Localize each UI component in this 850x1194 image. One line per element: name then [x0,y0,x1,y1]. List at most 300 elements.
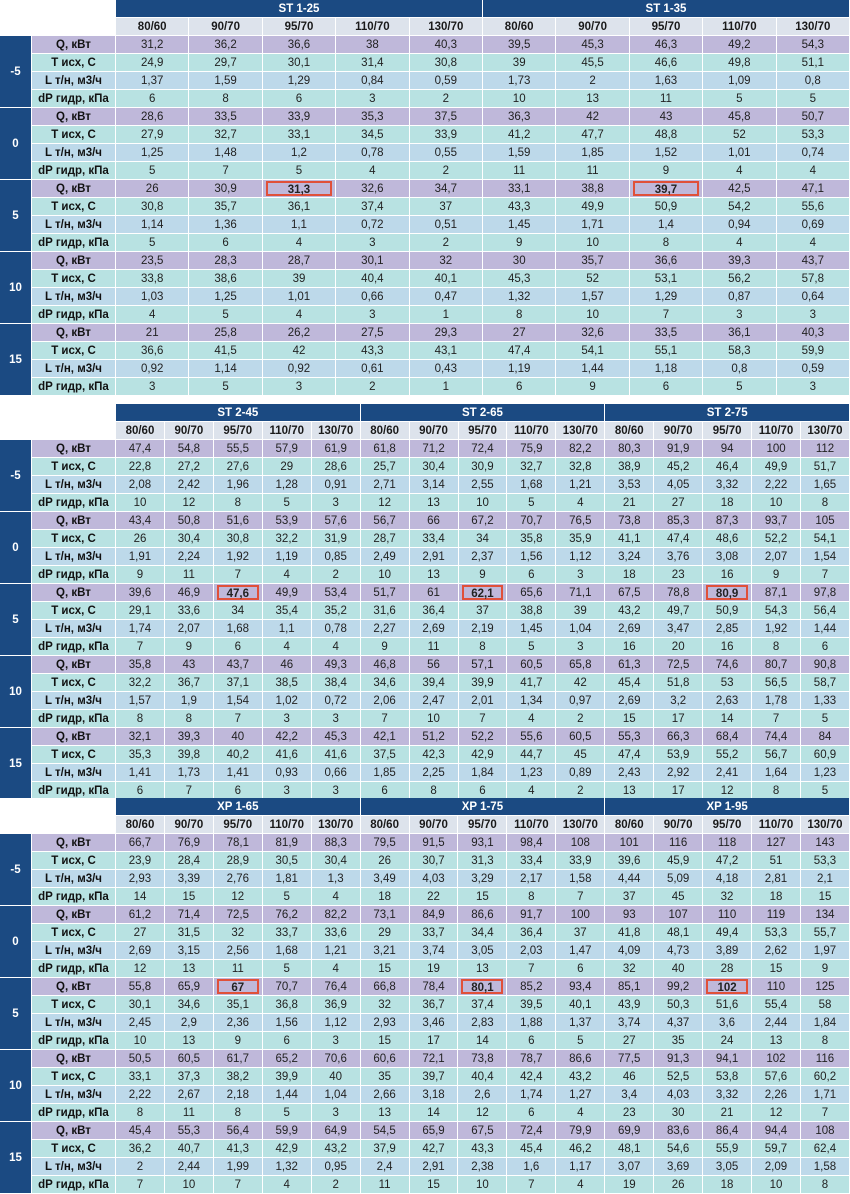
value-cell: 1,44 [263,1086,312,1104]
value-cell: 1,57 [556,288,629,306]
value-cell: 30,4 [165,530,214,548]
value-cell: 43,2 [556,1068,605,1086]
value-cell: 45,4 [116,1122,165,1140]
regime-column-header: 110/70 [752,816,801,834]
value-cell: 81,9 [263,834,312,852]
row-label: L т/н, м3/ч [32,1086,116,1104]
value-cell: 93 [605,906,654,924]
value-cell: 55,9 [703,1140,752,1158]
value-cell: 1,12 [312,1014,361,1032]
row-label: L т/н, м3/ч [32,1158,116,1176]
value-cell: 37 [459,602,508,620]
value-cell: 7 [189,162,262,180]
value-cell: 17 [654,782,703,800]
value-cell: 32,6 [336,180,409,198]
value-cell: 6 [556,960,605,978]
value-cell: 10 [116,494,165,512]
value-cell: 0,91 [312,476,361,494]
row-label: T исх, C [32,198,116,216]
value-cell: 18 [703,494,752,512]
value-cell: 0,78 [312,620,361,638]
value-cell: 4,09 [605,942,654,960]
value-cell: 5 [263,1104,312,1122]
value-cell: 57,6 [312,512,361,530]
value-cell: 43 [630,108,703,126]
value-cell: 5 [263,494,312,512]
value-cell: 75,9 [507,440,556,458]
row-label: L т/н, м3/ч [32,764,116,782]
value-cell: 2,4 [361,1158,410,1176]
value-cell: 5 [703,378,776,396]
value-cell: 35,1 [214,996,263,1014]
value-cell: 33,4 [410,530,459,548]
value-cell: 61,2 [116,906,165,924]
row-label: L т/н, м3/ч [32,870,116,888]
value-cell: 54,1 [801,530,850,548]
regime-header-row [0,816,850,834]
value-cell: 1,12 [556,548,605,566]
row-label: T исх, C [32,674,116,692]
row-label: Q, кВт [32,108,116,126]
value-cell: 1,41 [116,764,165,782]
regime-column-header: 130/70 [410,18,483,36]
value-cell: 51 [752,852,801,870]
value-cell: 143 [801,834,850,852]
value-cell: 36,9 [312,996,361,1014]
value-cell: 13 [165,1032,214,1050]
value-cell: 0,92 [263,360,336,378]
value-cell: 32 [410,252,483,270]
value-cell: 39,3 [703,252,776,270]
value-cell: 40,1 [410,270,483,288]
value-cell: 60,5 [507,656,556,674]
value-cell: 100 [752,440,801,458]
row-label: dP гидр, кПа [32,566,116,584]
value-cell: 2 [556,72,629,90]
value-cell: 3,69 [654,1158,703,1176]
value-cell: 33,6 [165,602,214,620]
regime-column-header: 90/70 [165,816,214,834]
value-cell: 0,66 [336,288,409,306]
value-cell: 2,27 [361,620,410,638]
value-cell: 7 [801,566,850,584]
row-label: L т/н, м3/ч [32,72,116,90]
value-cell: 73,8 [458,1050,507,1068]
value-cell: 28,7 [263,252,336,270]
value-cell: 38,2 [214,1068,263,1086]
value-cell: 26 [116,180,189,198]
value-cell: 1,54 [214,692,263,710]
value-cell: 85,2 [507,978,556,996]
value-cell: 8 [116,710,165,728]
flow-row [0,692,850,710]
value-cell: 76,9 [165,834,214,852]
value-cell: 36,2 [189,36,262,54]
value-cell: 40,3 [410,36,483,54]
value-cell: 35 [654,1032,703,1050]
value-cell: 2,43 [605,764,654,782]
value-cell: 76,4 [312,978,361,996]
value-cell: 83,6 [654,1122,703,1140]
value-cell: 42 [556,108,629,126]
value-cell: 1,85 [361,764,410,782]
value-cell: 23,5 [116,252,189,270]
value-cell: 16 [703,638,752,656]
value-cell: 3 [312,1032,361,1050]
value-cell: 45,4 [605,674,654,692]
value-cell: 102 [752,1050,801,1068]
value-cell: 2 [410,162,483,180]
value-cell: 46,3 [630,36,703,54]
value-cell: 50,9 [630,198,703,216]
t-out-row [0,270,850,288]
regime-column-header: 80/60 [483,18,556,36]
value-cell: 10 [752,1176,801,1194]
value-cell: 1,64 [752,764,801,782]
value-cell: 1,91 [116,548,165,566]
value-cell: 40,2 [214,746,263,764]
value-cell: 5 [777,90,850,108]
value-cell: 3,18 [410,1086,459,1104]
value-cell: 1,36 [189,216,262,234]
value-cell: 12 [458,1104,507,1122]
value-cell: 27,9 [116,126,189,144]
value-cell: 35,7 [556,252,629,270]
outdoor-temp-cell: 5 [0,978,32,1050]
value-cell: 79,5 [361,834,410,852]
value-cell: 3,53 [605,476,654,494]
regime-column-header: 90/70 [410,422,459,440]
value-cell: 16 [703,566,752,584]
value-cell: 7 [116,1176,165,1194]
regime-column-header: 130/70 [312,816,361,834]
value-cell: 3 [312,494,361,512]
value-cell: 45,3 [556,36,629,54]
regime-column-header: 130/70 [556,422,605,440]
value-cell: 55,4 [752,996,801,1014]
value-cell: 26 [361,852,410,870]
value-cell: 125 [801,978,850,996]
value-cell: 127 [752,834,801,852]
value-cell: 3,47 [654,620,703,638]
dp-row [0,162,850,180]
q-row [0,36,850,54]
value-cell: 2,93 [116,870,165,888]
t-out-row [0,126,850,144]
value-cell: 0,93 [263,764,312,782]
value-cell: 32,7 [189,126,262,144]
value-cell: 47,7 [556,126,629,144]
value-cell: 11 [165,1104,214,1122]
value-cell: 98,4 [507,834,556,852]
value-cell: 0,8 [703,360,776,378]
value-cell: 29,7 [189,54,262,72]
value-cell: 22 [410,888,459,906]
value-cell: 46 [263,656,312,674]
value-cell: 2,63 [703,692,752,710]
value-cell: 11 [630,90,703,108]
value-cell: 6 [263,90,336,108]
value-cell: 5 [263,888,312,906]
value-cell: 9 [630,162,703,180]
dp-row [0,1104,850,1122]
value-cell: 1,01 [703,144,776,162]
value-cell: 34,5 [336,126,409,144]
value-cell: 51,2 [410,728,459,746]
value-cell: 3 [312,710,361,728]
value-cell: 4 [777,234,850,252]
value-cell: 7 [630,306,703,324]
value-cell: 20 [654,638,703,656]
value-cell: 35,9 [556,530,605,548]
value-cell: 90,8 [801,656,850,674]
value-cell: 26,2 [263,324,336,342]
value-cell: 47,1 [777,180,850,198]
value-cell: 53,9 [263,512,312,530]
value-cell: 33,1 [263,126,336,144]
value-cell: 101 [605,834,654,852]
row-label: T исх, C [32,54,116,72]
value-cell: 30 [654,1104,703,1122]
value-cell: 134 [801,906,850,924]
value-cell: 60,5 [165,1050,214,1068]
outdoor-temp-cell: -5 [0,440,32,512]
value-cell: 4 [312,888,361,906]
value-cell: 91,7 [507,906,556,924]
value-cell: 38,9 [605,458,654,476]
value-cell: 4 [116,306,189,324]
value-cell: 44,7 [507,746,556,764]
outdoor-temp-cell: 15 [0,1122,32,1194]
value-cell: 4 [312,960,361,978]
value-cell: 36,1 [263,198,336,216]
value-cell: 4 [263,234,336,252]
value-cell: 59,7 [752,1140,801,1158]
regime-header-row [0,18,850,36]
value-cell: 29,1 [116,602,165,620]
regime-column-header: 130/70 [801,422,850,440]
value-cell: 10 [459,494,508,512]
value-cell: 14 [410,1104,459,1122]
value-cell: 0,74 [777,144,850,162]
value-cell: 18 [752,888,801,906]
value-cell: 32,8 [556,458,605,476]
value-cell: 36,6 [263,36,336,54]
value-cell: 38,5 [263,674,312,692]
value-cell: 8 [459,638,508,656]
value-cell: 1,23 [801,764,850,782]
value-cell: 42,9 [459,746,508,764]
value-cell: 13 [556,90,629,108]
row-label: Q, кВт [32,440,116,458]
value-cell: 10 [483,90,556,108]
regime-column-header: 80/60 [116,816,165,834]
row-label: L т/н, м3/ч [32,548,116,566]
value-cell: 2,06 [361,692,410,710]
value-cell: 4,03 [654,1086,703,1104]
value-cell: 7 [801,1104,850,1122]
value-cell: 7 [214,710,263,728]
value-cell: 33,5 [630,324,703,342]
value-cell: 2,56 [214,942,263,960]
value-cell: 30 [483,252,556,270]
value-cell: 61 [410,584,459,602]
header-blank [0,798,116,834]
value-cell: 2,26 [752,1086,801,1104]
value-cell: 13 [410,566,459,584]
highlighted-value-cell: 31,3 [263,180,336,198]
value-cell: 5 [116,234,189,252]
row-label: T исх, C [32,924,116,942]
value-cell: 54,6 [654,1140,703,1158]
value-cell: 35,3 [116,746,165,764]
value-cell: 116 [654,834,703,852]
value-cell: 40,4 [336,270,409,288]
regime-column-header: 80/60 [605,816,654,834]
value-cell: 9 [116,566,165,584]
value-cell: 46,8 [361,656,410,674]
value-cell: 3,08 [703,548,752,566]
value-cell: 37,4 [458,996,507,1014]
value-cell: 31,2 [116,36,189,54]
regime-column-header: 90/70 [189,18,262,36]
value-cell: 27,2 [165,458,214,476]
value-cell: 30,8 [410,54,483,72]
value-cell: 73,1 [361,906,410,924]
value-cell: 39,5 [507,996,556,1014]
value-cell: 4,18 [703,870,752,888]
q-row [0,584,850,602]
q-row [0,656,850,674]
value-cell: 1,84 [801,1014,850,1032]
value-cell: 42,3 [410,746,459,764]
value-cell: 43,2 [312,1140,361,1158]
value-cell: 17 [654,710,703,728]
t-out-row [0,1140,850,1158]
value-cell: 15 [361,1032,410,1050]
value-cell: 1,68 [507,476,556,494]
value-cell: 45,3 [312,728,361,746]
value-cell: 34,7 [410,180,483,198]
model-header: XP 1-75 [361,798,606,816]
group-header-row [0,0,850,18]
value-cell: 61,9 [312,440,361,458]
value-cell: 1,1 [263,620,312,638]
value-cell: 1,71 [801,1086,850,1104]
value-cell: 21 [116,324,189,342]
value-cell: 94 [703,440,752,458]
value-cell: 27,6 [214,458,263,476]
value-cell: 57,9 [263,440,312,458]
value-cell: 1,2 [263,144,336,162]
value-cell: 2,91 [410,548,459,566]
value-cell: 39,5 [483,36,556,54]
value-cell: 1,25 [189,288,262,306]
value-cell: 58,3 [703,342,776,360]
value-cell: 2,93 [361,1014,410,1032]
value-cell: 43,4 [116,512,165,530]
value-cell: 46 [605,1068,654,1086]
value-cell: 1,81 [263,870,312,888]
row-label: dP гидр, кПа [32,782,116,800]
value-cell: 6 [361,782,410,800]
value-cell: 1,54 [801,548,850,566]
row-label: T исх, C [32,602,116,620]
value-cell: 79,9 [556,1122,605,1140]
value-cell: 1,68 [214,620,263,638]
value-cell: 60,6 [361,1050,410,1068]
value-cell: 33,9 [556,852,605,870]
value-cell: 6 [459,782,508,800]
t-out-row [0,198,850,216]
regime-column-header: 90/70 [556,18,629,36]
value-cell: 15 [458,888,507,906]
value-cell: 17 [410,1032,459,1050]
value-cell: 3,32 [703,476,752,494]
value-cell: 85,1 [605,978,654,996]
data-table [0,404,850,800]
flow-row [0,620,850,638]
outdoor-temp-cell: 10 [0,656,32,728]
value-cell: 68,4 [703,728,752,746]
model-header: ST 1-35 [483,0,850,18]
value-cell: 30,1 [116,996,165,1014]
value-cell: 3,32 [703,1086,752,1104]
value-cell: 2,76 [214,870,263,888]
value-cell: 37,5 [410,108,483,126]
value-cell: 33,7 [410,924,459,942]
value-cell: 76,5 [556,512,605,530]
t-out-row [0,458,850,476]
value-cell: 34,6 [361,674,410,692]
value-cell: 1,18 [630,360,703,378]
value-cell: 19 [410,960,459,978]
value-cell: 1,37 [556,1014,605,1032]
value-cell: 3,76 [654,548,703,566]
value-cell: 105 [801,512,850,530]
value-cell: 31,4 [336,54,409,72]
outdoor-temp-cell: 15 [0,728,32,800]
value-cell: 19 [605,1176,654,1194]
value-cell: 37 [410,198,483,216]
value-cell: 55,8 [116,978,165,996]
value-cell: 65,6 [507,584,556,602]
t-out-row [0,342,850,360]
value-cell: 15 [361,960,410,978]
value-cell: 28,6 [116,108,189,126]
value-cell: 1,03 [116,288,189,306]
value-cell: 8 [801,1176,850,1194]
value-cell: 39,6 [605,852,654,870]
value-cell: 4 [263,566,312,584]
regime-column-header: 80/60 [361,422,410,440]
flow-row [0,548,850,566]
model-header: XP 1-65 [116,798,361,816]
value-cell: 43,3 [336,342,409,360]
row-label: T исх, C [32,1140,116,1158]
dp-row [0,566,850,584]
value-cell: 2,01 [459,692,508,710]
value-cell: 7 [507,1176,556,1194]
value-cell: 1,58 [556,870,605,888]
dp-row [0,90,850,108]
value-cell: 1 [410,378,483,396]
value-cell: 71,1 [556,584,605,602]
value-cell: 50,9 [703,602,752,620]
value-cell: 2 [312,1176,361,1194]
regime-column-header: 95/70 [459,422,508,440]
q-row [0,180,850,198]
